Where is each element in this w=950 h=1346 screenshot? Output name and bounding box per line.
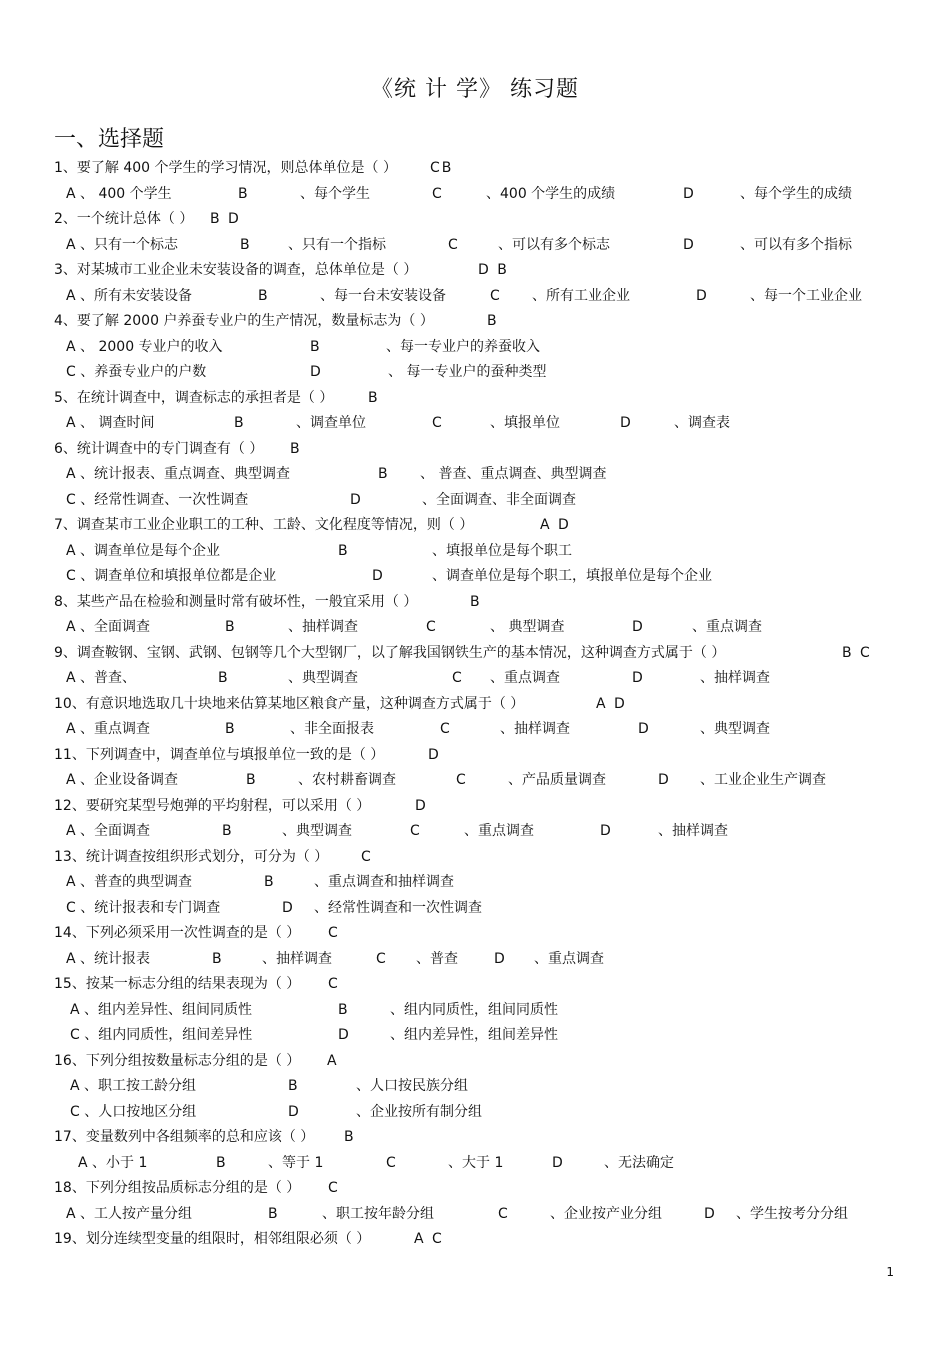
option-text: D — [696, 287, 707, 304]
option-text: A 、 调查时间 — [66, 415, 155, 431]
option-text: 、抽样调查 — [700, 670, 770, 686]
question-line — [0, 156, 950, 182]
question-text: 2、一个统计总体（ ） — [54, 211, 194, 227]
question-line — [0, 590, 950, 616]
options-line — [0, 1151, 950, 1177]
answer-text: B — [368, 389, 380, 406]
option-text: D — [632, 670, 643, 686]
answer-text: CB — [430, 160, 454, 176]
options-line — [0, 1100, 950, 1126]
answer-text: C — [328, 925, 340, 941]
option-text: C — [376, 950, 386, 967]
option-text: 、学生按考分分组 — [736, 1205, 848, 1222]
option-text: 、重点调查 — [534, 950, 604, 967]
options-line — [0, 896, 950, 922]
answer-text: D B — [478, 262, 509, 278]
option-text: 、经常性调查和一次性调查 — [314, 899, 482, 916]
option-text: 、每一台未安装设备 — [320, 287, 446, 304]
option-text: 、 普查、重点调查、典型调查 — [420, 466, 607, 482]
option-text: 、典型调查 — [282, 823, 352, 839]
option-text: A 、小于 1 — [78, 1154, 148, 1171]
option-text: D — [683, 236, 694, 253]
page-title: 《统 计 学》 练习题 — [371, 77, 579, 102]
section-heading: 一、选择题 — [54, 127, 165, 152]
option-text: 、可以有多个标志 — [498, 236, 610, 253]
option-text: A 、所有未安装设备 — [66, 287, 193, 304]
option-text: B — [238, 185, 248, 202]
options-line — [0, 462, 950, 488]
options-line — [0, 870, 950, 896]
option-text: 、填报单位是每个职工 — [432, 542, 572, 559]
option-text: D — [620, 415, 631, 431]
option-text: B — [378, 466, 388, 482]
option-text: 、无法确定 — [604, 1154, 674, 1171]
answer-text: B — [344, 1129, 356, 1145]
option-text: D — [552, 1154, 563, 1171]
option-text: 、 每一专业户的蚕种类型 — [388, 364, 547, 380]
option-text: 、调查表 — [674, 415, 730, 431]
option-text: B — [218, 670, 228, 686]
option-text: 、等于 1 — [268, 1154, 324, 1171]
option-text: 、重点调查 — [692, 619, 762, 635]
question-text: 18、下列分组按品质标志分组的是（ ） — [54, 1180, 301, 1196]
options-line — [0, 1023, 950, 1049]
question-line — [0, 513, 950, 539]
question-text: 6、统计调查中的专门调查有（ ） — [54, 440, 264, 457]
option-text: 、非全面报表 — [290, 721, 374, 737]
option-text: D — [600, 823, 611, 839]
option-text: B — [268, 1205, 278, 1222]
option-text: C 、人口按地区分组 — [70, 1103, 197, 1120]
option-text: 、重点调查和抽样调查 — [314, 874, 454, 890]
option-text: B — [222, 823, 232, 839]
option-text: B — [216, 1154, 226, 1171]
answer-text: B — [487, 313, 499, 329]
option-text: D — [638, 721, 649, 737]
option-text: 、人口按民族分组 — [356, 1078, 468, 1094]
option-text: 、可以有多个指标 — [740, 236, 852, 253]
option-text: C — [448, 236, 458, 253]
option-text: B — [225, 619, 235, 635]
question-text: 11、下列调查中，调查单位与填报单位一致的是（ ） — [54, 746, 385, 763]
options-line — [0, 233, 950, 259]
answer-text: C — [361, 848, 373, 865]
question-line — [0, 386, 950, 412]
question-text: 3、对某城市工业企业未安装设备的调查，总体单位是（ ） — [54, 262, 418, 278]
options-line — [0, 666, 950, 692]
option-text: C 、经常性调查、一次性调查 — [66, 491, 249, 508]
question-line — [0, 794, 950, 820]
question-text: 12、要研究某型号炮弹的平均射程，可以采用（ ） — [54, 797, 371, 814]
question-line — [0, 1176, 950, 1202]
option-text: 、重点调查 — [464, 823, 534, 839]
option-text: 、全面调查、非全面调查 — [422, 491, 576, 508]
option-text: A 、 2000 专业户的收入 — [66, 338, 223, 355]
option-text: 、填报单位 — [490, 415, 560, 431]
answer-text: B — [290, 440, 302, 457]
question-text: 1、要了解 400 个学生的学习情况，则总体单位是（ ） — [54, 160, 397, 176]
option-text: C — [432, 415, 442, 431]
question-line — [0, 1049, 950, 1075]
option-text: A 、 400 个学生 — [66, 185, 172, 202]
options-line — [0, 717, 950, 743]
answer-text: C — [328, 1180, 340, 1196]
option-text: D — [683, 185, 694, 202]
option-text: B — [258, 287, 268, 304]
option-text: 、典型调查 — [288, 670, 358, 686]
option-text: A 、全面调查 — [66, 823, 151, 839]
option-text: D — [338, 1027, 349, 1043]
answer-text: B D — [210, 211, 241, 227]
option-text: 、只有一个指标 — [288, 236, 386, 253]
option-text: 、每个学生 — [300, 185, 370, 202]
option-text: B — [288, 1078, 298, 1094]
option-text: B — [338, 542, 348, 559]
options-line — [0, 539, 950, 565]
option-text: 、重点调查 — [490, 670, 560, 686]
option-text: A 、全面调查 — [66, 619, 151, 635]
option-text: B — [234, 415, 244, 431]
question-line — [0, 309, 950, 335]
question-line — [0, 743, 950, 769]
option-text: A 、重点调查 — [66, 721, 151, 737]
question-text: 13、统计调查按组织形式划分，可分为（ ） — [54, 848, 329, 865]
question-line — [0, 692, 950, 718]
option-text: 、农村耕畜调查 — [298, 772, 396, 788]
answer-text: A — [327, 1052, 339, 1069]
question-text: 5、在统计调查中，调查标志的承担者是（ ） — [54, 389, 334, 406]
option-text: C — [440, 721, 450, 737]
option-text: 、组内差异性，组间差异性 — [390, 1027, 558, 1043]
option-text: A 、统计报表、重点调查、典型调查 — [66, 466, 291, 482]
option-text: 、所有工业企业 — [532, 287, 630, 304]
options-line — [0, 411, 950, 437]
options-line — [0, 284, 950, 310]
option-text: 、调查单位是每个职工，填报单位是每个企业 — [432, 568, 712, 584]
option-text: 、抽样调查 — [500, 721, 570, 737]
option-text: D — [288, 1103, 299, 1120]
option-text: D — [658, 772, 669, 788]
question-text: 17、变量数列中各组频率的总和应该（ ） — [54, 1129, 315, 1145]
answer-text: B — [470, 593, 482, 610]
option-text: C 、统计报表和专门调查 — [66, 899, 221, 916]
option-text: C — [432, 185, 442, 202]
option-text: C — [386, 1154, 396, 1171]
answer-text: C — [328, 976, 340, 992]
option-text: 、每一专业户的养蚕收入 — [386, 338, 540, 355]
option-text: B — [240, 236, 250, 253]
answer-text: A C — [414, 1231, 444, 1247]
question-text: 15、按某一标志分组的结果表现为（ ） — [54, 976, 301, 992]
option-text: D — [494, 950, 505, 967]
option-text: B — [246, 772, 256, 788]
option-text: C 、养蚕专业户的户数 — [66, 364, 207, 380]
options-line — [0, 564, 950, 590]
answer-text: D — [415, 797, 428, 814]
option-text: A 、普查的典型调查 — [66, 874, 193, 890]
option-text: A 、组内差异性、组间同质性 — [70, 1001, 253, 1018]
question-text: 10、有意识地选取几十块地来估算某地区粮食产量，这种调查方式属于（ ） — [54, 695, 525, 712]
option-text: 、每一个工业企业 — [750, 287, 862, 304]
options-line — [0, 182, 950, 208]
options-line — [0, 1074, 950, 1100]
option-text: 、每个学生的成绩 — [740, 185, 852, 202]
question-text: 14、下列必须采用一次性调查的是（ ） — [54, 925, 301, 941]
option-text: 、企业按所有制分组 — [356, 1103, 482, 1120]
answer-text: B C — [842, 644, 872, 661]
option-text: B — [212, 950, 222, 967]
option-text: 、普查 — [416, 950, 458, 967]
option-text: A 、企业设备调查 — [66, 772, 179, 788]
option-text: 、抽样调查 — [262, 950, 332, 967]
option-text: D — [282, 899, 293, 916]
option-text: 、企业按产业分组 — [550, 1205, 662, 1222]
option-text: 、 典型调查 — [490, 619, 565, 635]
answer-text: D — [428, 746, 441, 763]
options-line — [0, 947, 950, 973]
option-text: A 、只有一个标志 — [66, 236, 179, 253]
option-text: C — [426, 619, 436, 635]
page-number: 1 — [886, 1265, 894, 1279]
options-line — [0, 615, 950, 641]
options-line — [0, 998, 950, 1024]
option-text: D — [704, 1205, 715, 1222]
option-text: C — [490, 287, 500, 304]
question-text: 4、要了解 2000 户养蚕专业户的生产情况，数量标志为（ ） — [54, 313, 434, 329]
question-text: 7、调查某市工业企业职工的工种、工龄、文化程度等情况，则（ ） — [54, 517, 474, 533]
option-text: D — [632, 619, 643, 635]
option-text: 、产品质量调查 — [508, 772, 606, 788]
option-text: D — [372, 568, 383, 584]
option-text: B — [310, 338, 320, 355]
question-text: 16、下列分组按数量标志分组的是（ ） — [54, 1052, 301, 1069]
question-list — [0, 156, 950, 1253]
question-line — [0, 972, 950, 998]
option-text: 、抽样调查 — [658, 823, 728, 839]
option-text: C 、组内同质性，组间差异性 — [70, 1027, 253, 1043]
answer-text: A D — [540, 517, 571, 533]
options-line — [0, 1202, 950, 1228]
option-text: D — [350, 491, 361, 508]
option-text: C 、调查单位和填报单位都是企业 — [66, 568, 277, 584]
option-text: D — [310, 364, 321, 380]
question-line — [0, 437, 950, 463]
option-text: 、组内同质性，组间同质性 — [390, 1001, 558, 1018]
question-line — [0, 641, 950, 667]
question-line — [0, 1227, 950, 1253]
option-text: 、职工按年龄分组 — [322, 1205, 434, 1222]
question-line — [0, 845, 950, 871]
option-text: B — [225, 721, 235, 737]
option-text: B — [338, 1001, 348, 1018]
options-line — [0, 819, 950, 845]
option-text: 、大于 1 — [448, 1154, 504, 1171]
question-text: 8、某些产品在检验和测量时常有破坏性，一般宜采用（ ） — [54, 593, 418, 610]
option-text: 、典型调查 — [700, 721, 770, 737]
question-line — [0, 921, 950, 947]
option-text: B — [264, 874, 274, 890]
option-text: A 、普查、 — [66, 670, 137, 686]
option-text: A 、工人按产量分组 — [66, 1205, 193, 1222]
question-text: 19、划分连续型变量的组限时，相邻组限必须（ ） — [54, 1231, 371, 1247]
option-text: 、调查单位 — [296, 415, 366, 431]
option-text: C — [498, 1205, 508, 1222]
option-text: 、工业企业生产调查 — [700, 772, 826, 788]
option-text: A 、职工按工龄分组 — [70, 1078, 197, 1094]
options-line — [0, 768, 950, 794]
question-line — [0, 258, 950, 284]
option-text: C — [410, 823, 420, 839]
question-line — [0, 1125, 950, 1151]
options-line — [0, 335, 950, 361]
option-text: A 、统计报表 — [66, 950, 151, 967]
option-text: A 、调查单位是每个企业 — [66, 542, 221, 559]
option-text: 、400 个学生的成绩 — [486, 185, 616, 202]
option-text: C — [452, 670, 462, 686]
question-line — [0, 207, 950, 233]
options-line — [0, 360, 950, 386]
option-text: 、抽样调查 — [288, 619, 358, 635]
question-text: 9、调查鞍钢、宝钢、武钢、包钢等几个大型钢厂，以了解我国钢铁生产的基本情况，这种调查方式属于（ ） — [54, 644, 726, 661]
options-line — [0, 488, 950, 514]
answer-text: A D — [596, 695, 627, 712]
option-text: C — [456, 772, 466, 788]
